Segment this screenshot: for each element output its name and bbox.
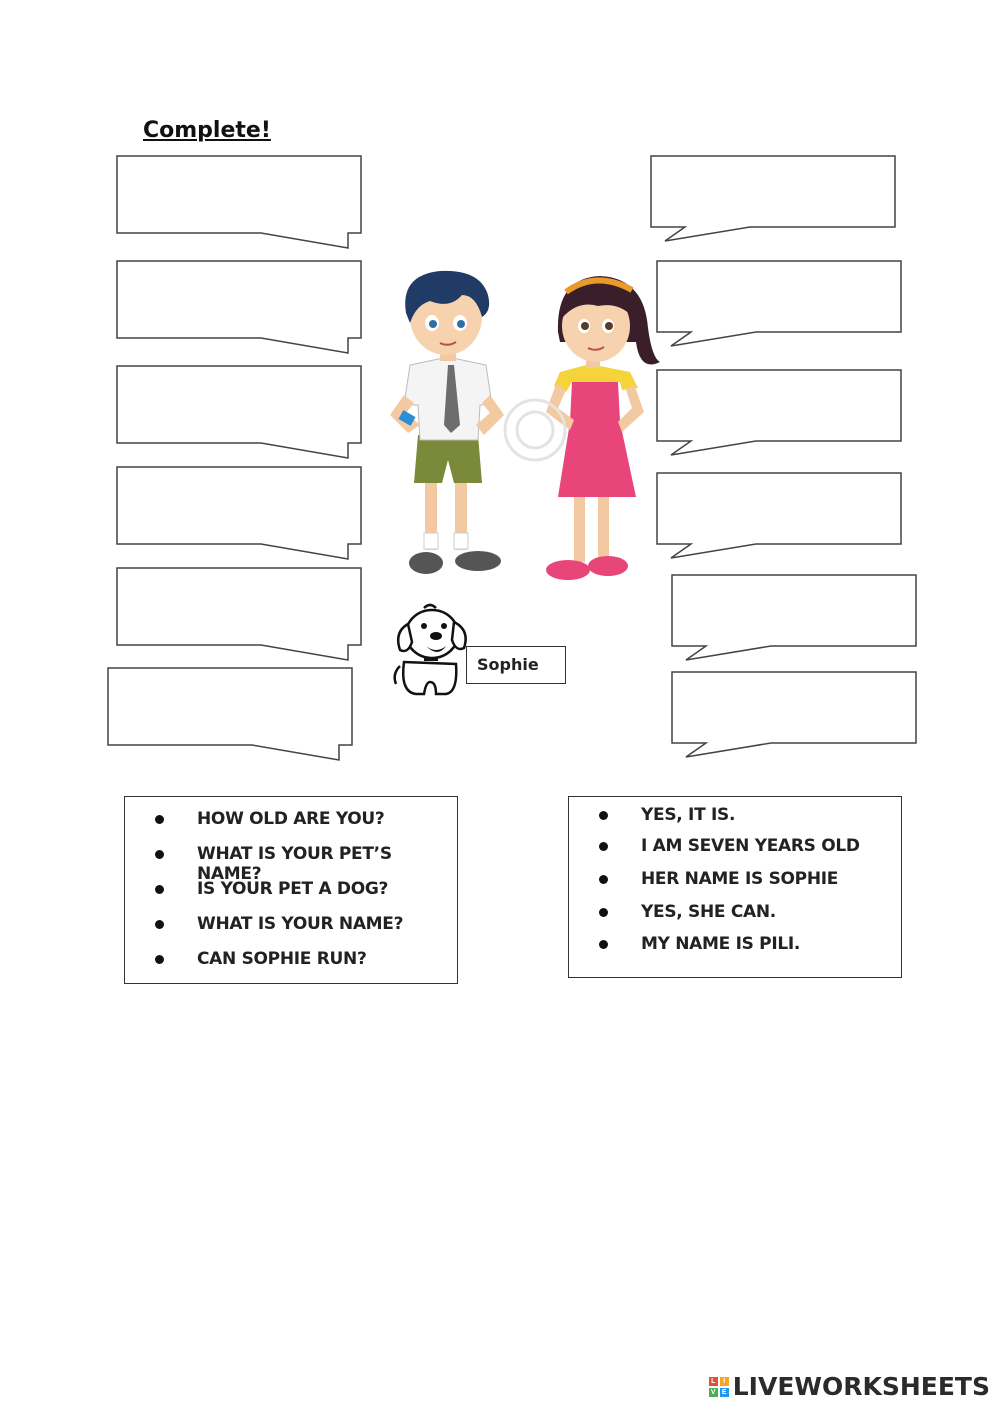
logo-square-icon: I <box>720 1377 729 1386</box>
list-item: WHAT IS YOUR PET’S NAME? <box>197 844 457 884</box>
list-item: IS YOUR PET A DOG? <box>197 879 388 899</box>
bullet-icon <box>155 885 164 894</box>
logo-text: LIVEWORKSHEETS <box>732 1372 990 1401</box>
bullet-icon <box>599 940 608 949</box>
logo-square-icon: L <box>709 1377 718 1386</box>
logo-square-icon: V <box>709 1388 718 1397</box>
list-item: MY NAME IS PILI. <box>641 934 800 954</box>
speech-bubble-left-3[interactable] <box>116 365 366 460</box>
pet-name-label: Sophie <box>466 646 566 684</box>
speech-bubble-right-5[interactable] <box>671 574 921 664</box>
bullet-icon <box>599 875 608 884</box>
speech-bubble-left-6[interactable] <box>107 667 357 762</box>
list-item: HOW OLD ARE YOU? <box>197 809 384 829</box>
speech-bubble-right-2[interactable] <box>656 260 906 350</box>
logo-mark-icon <box>709 1377 729 1397</box>
bullet-icon <box>155 815 164 824</box>
speech-bubble-left-5[interactable] <box>116 567 366 662</box>
answers-box <box>568 796 902 978</box>
bullet-icon <box>155 955 164 964</box>
page-title: Complete! <box>143 118 271 143</box>
bullet-icon <box>599 842 608 851</box>
list-item: HER NAME IS SOPHIE <box>641 869 838 889</box>
speech-bubble-left-4[interactable] <box>116 466 366 561</box>
speech-bubble-left-1[interactable] <box>116 155 366 250</box>
list-item: YES, SHE CAN. <box>641 902 776 922</box>
list-item: I AM SEVEN YEARS OLD <box>641 836 860 856</box>
list-item: YES, IT IS. <box>641 805 735 825</box>
watermark-icon <box>498 393 573 468</box>
list-item: CAN SOPHIE RUN? <box>197 949 367 969</box>
bullet-icon <box>599 908 608 917</box>
bullet-icon <box>155 920 164 929</box>
liveworksheets-logo <box>709 1372 990 1401</box>
speech-bubble-left-2[interactable] <box>116 260 366 355</box>
speech-bubble-right-3[interactable] <box>656 369 906 459</box>
questions-box <box>124 796 458 984</box>
speech-bubble-right-1[interactable] <box>650 155 900 245</box>
list-item: WHAT IS YOUR NAME? <box>197 914 403 934</box>
logo-square-icon: E <box>720 1388 729 1397</box>
boy-illustration <box>380 265 510 580</box>
speech-bubble-right-6[interactable] <box>671 671 921 761</box>
bullet-icon <box>599 811 608 820</box>
bullet-icon <box>155 850 164 859</box>
dog-icon <box>390 602 472 698</box>
speech-bubble-right-4[interactable] <box>656 472 906 562</box>
